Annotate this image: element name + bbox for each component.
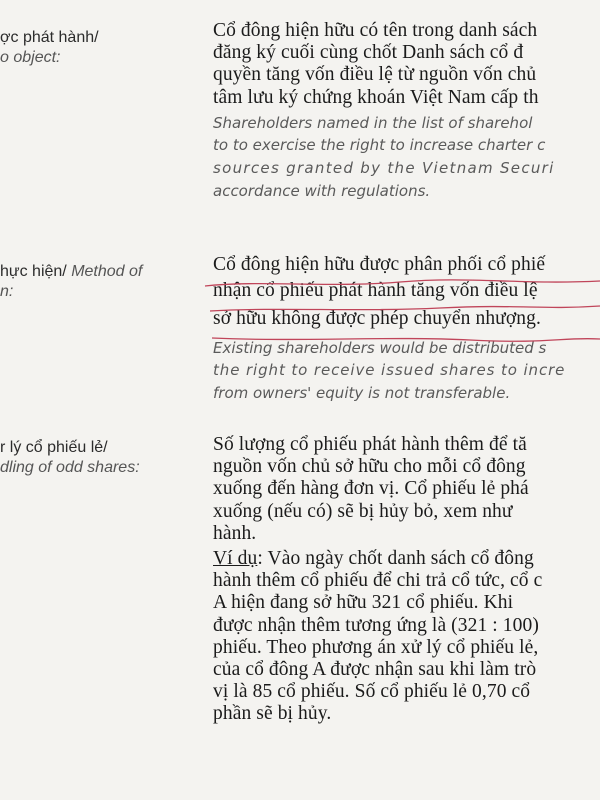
vn-text-line: nhận cổ phiếu phát hành tăng vốn điều lệ	[213, 280, 538, 302]
en-text-line: the right to receive issued shares to incre	[213, 361, 566, 380]
field-label-vn: r lý cổ phiếu lẻ/	[0, 439, 108, 456]
field-label-odd-shares	[0, 438, 200, 478]
vn-text-line: tâm lưu ký chứng khoán Việt Nam cấp th	[213, 86, 539, 108]
pen-underline-mark	[0, 276, 600, 288]
vn-text-line: quyền tăng vốn điều lệ từ nguồn vốn chủ	[213, 64, 537, 86]
en-text-line: to to exercise the right to increase charter c	[213, 136, 546, 155]
example-line: của cổ đông A được nhận sau khi làm trò	[213, 659, 537, 681]
field-label-en-inline: Method of	[66, 263, 143, 280]
vn-text-line: sở hữu không được phép chuyển nhượng.	[213, 308, 541, 330]
field-label-en: n:	[0, 283, 14, 300]
example-line: được nhận thêm tương ứng là (321 : 100)	[213, 614, 539, 636]
vn-text-line: nguồn vốn chủ sở hữu cho mỗi cổ đông	[213, 456, 526, 478]
example-line: vị là 85 cổ phiếu. Số cổ phiếu lẻ 0,70 cổ	[213, 681, 531, 703]
field-label-en: o object:	[0, 49, 61, 66]
field-label-vn: ợc phát hành/	[0, 29, 99, 46]
vn-text-line: Cổ đông hiện hữu được phân phối cổ phiế	[213, 254, 546, 275]
pen-underline-mark	[0, 302, 600, 314]
field-value-issuance-object	[213, 20, 600, 202]
vn-text-line: xuống đến hàng đơn vị. Cổ phiếu lẻ phá	[213, 478, 529, 500]
example-label: Ví dụ	[213, 548, 258, 570]
field-label-vn: hực hiện/ Method of	[0, 263, 143, 280]
vn-text-line: hành.	[213, 522, 257, 544]
en-text-line: Shareholders named in the list of sharehol	[213, 113, 533, 132]
example-line: phiếu. Theo phương án xử lý cổ phiếu lẻ,	[213, 636, 539, 658]
vn-text-line: Cổ đông hiện hữu có tên trong danh sách	[213, 20, 538, 41]
en-text-line: accordance with regulations.	[213, 181, 431, 200]
example-line: phần sẽ bị hủy.	[213, 703, 332, 725]
field-label-en: dling of odd shares:	[0, 459, 140, 476]
field-value-odd-shares	[213, 434, 600, 726]
example-line: A hiện đang sở hữu 321 cổ phiếu. Khi	[213, 592, 514, 614]
vn-text-line: đăng ký cuối cùng chốt Danh sách cổ đ	[213, 42, 524, 64]
vn-text-line: Số lượng cổ phiếu phát hành thêm để tă	[213, 434, 527, 455]
example-line: hành thêm cổ phiếu để chi trả cổ tức, cổ c	[213, 570, 543, 592]
field-label-issuance-object	[0, 28, 200, 68]
pen-underline-mark	[0, 330, 600, 342]
en-text-line: from owners' equity is not transferable.	[213, 383, 511, 402]
en-text-line: Existing shareholders would be distributed s	[213, 338, 547, 357]
vn-text-line: xuống (nếu có) sẽ bị hủy bỏ, xem như	[213, 500, 513, 522]
example-first-line: Ví dụ: Vào ngày chốt danh sách cổ đông	[213, 548, 534, 570]
en-text-line: sources granted by the Vietnam Securi	[213, 159, 555, 177]
